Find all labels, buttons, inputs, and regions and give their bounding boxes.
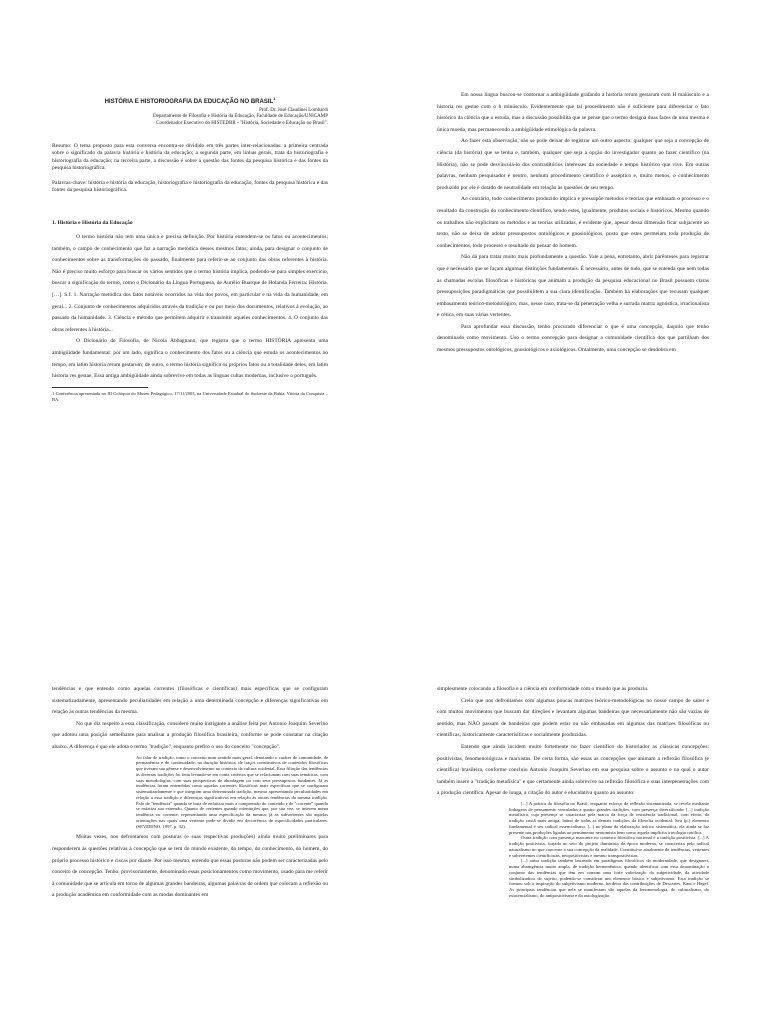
- paragraph: Creio que nos defrontamos com algumas poucas matrizes teórico-metodológicas no nosso campo de saber e com muitos movimentos que buscam dar direções e levantam algumas bandeiras que necessariamente não são vazias de sentido, mas NÃO passam de bandeiras que podem estar ou não embasadas em algumas das matrizes filosóficas ou científicas, historicamente caracterísiticas e socialmente produzidas.: [437, 697, 709, 739]
- page-2: [0, 512, 768, 1024]
- paragraph: Ao fazer esta observação, não se pode deixar de registrar um outro aspecto: qualquer que seja a concepção de ciência (da história) que se tenha e, também, qualquer que seja a opção do investigador quanto ao fazer científico (na História), não se pode desvinculá-lo dos contraditórios interesses da sociedade e tempo histórico que vive. Em outras palavras, nenhum pesquisador é neutro, nenhum procedimento científico é asséptico e, muito menos, o conhecimento produzido por ele é dotado de neutralidade em relação às questões de seu tempo.: [437, 138, 709, 191]
- page-2-right-column: [437, 684, 709, 902]
- author-name: Prof. Dr. José Claudinei Lombardi: [259, 108, 328, 113]
- footnote: 1 Conferência apresentada no III Colóquio do Museu Pedagógico, 17/11/2003, na Universidade Estadual do Sudoeste da Bahia, Vitória da Conquista – BA.: [52, 390, 328, 402]
- paragraph: No que diz respeito a essa classificação, considero muito instigante a análise feita por Antonio Joaquim Severino que adotou uma posição semelhante para analisar a produção filosófica brasileira, conforme se pode constatar na citação abaixo. A diferença é que ele adota o termo "tradição", enquanto prefiro o uso do conceito "concepção".: [52, 720, 328, 750]
- keywords: Palavras-chave: história e história da educação, historiografia e historiografia da educação, fontes da pesquisa histórica e das fontes da pesquisa historiográfica.: [52, 180, 328, 194]
- paragraph: simplesmente colocando a filosofia e a ciência em conformidade com o mundo que as produziu.: [437, 686, 649, 692]
- author-affiliation: Departamento de Filosofia e História da Educação, Faculdade de Educação/UNICAMP: [153, 114, 328, 120]
- block-quote: Ao falar de tradição, tomo o conceito num sentido mais geral, denotando o caráter de comunidade, de permanência e de continuidade, na duração histórica, de traços constitutivos de conteúdos filosóficos que tiveram sua gênese e desenvolvimento no contexto da cultura ocidental. Essa filiação das tendências às diversas tradições foi feita levando-se em conta critérios que se relacionam com suas temáticas, com suas metodologias, com suas perspectivas de abordagem ou com seus pressupostos fundantes. Já as tendências foram entendidas como aquelas correntes filosóficas mais específicas que se configuram sistematizadamente e que integram uma determinada tradição, mesmo apresentando peculiaridades em relação a essa tradição e diferenças significativas em relação às outras tendências da mesma tradição. Falo de "tendência" quando se trata de enfatizar mais a comprensão do conteúdo e de "corrente" quando se enfatiza sua extensão. Quanto de vertentes quando orientações que, por sua vez, se inserem numa tendência ou corrente, representando uma especificação da mesma; já as subvertentes são aquelas orientações nas quais uma vertente pode-se dividir em decorrência de especificidades particulares. (SEVERINO, 1997, p. 32).: [136, 754, 328, 829]
- paragraph: O Dicionário de Filosofia, de Nicola Abbagnano, que registra que o termo HISTÓRIA apresenta uma ambigüidade fundamental: por um lado, significa o conhecimento dos fatos ou a ciência que estuda os acontecimentos no tempo, em latim historia rerum gestarum; de outro, o termo história significa os próprios fatos ou a totalidade deles, em latim historia res gestae. Essa antiga ambigüidade ainda sobrevive em todas as línguas cultas modernas, inclusive o português.: [52, 338, 328, 380]
- footnote-divider: [52, 387, 148, 388]
- abstract: Resumo: O tema proposto para esta conversa encontra-se dividido em três partes inter-relacionadas: a primeira centrada sobre o significado da palavra história e história da educação; a segunda parte, em linhas gerais, trata da historiografia e historiografia da educação; na terceira parte, a discussão é sobre a questão das fontes da pesquisa histórica e das fontes da pesquisa historiográfica.: [52, 143, 328, 171]
- block-quote: [509, 801, 709, 899]
- section-heading: 1. História e História da Educação: [52, 220, 133, 227]
- author-block: [52, 108, 328, 127]
- page-2-left-column: [52, 684, 328, 902]
- paragraph: Em nossa língua buscou-se contornar a ambigüidade grafando a historia rerum gestarum com H maiúsculo e a historia res gestae com o h minúsculo. Evidentemente que tal procedimento não é suficiente para diferenciar o fato histórico da ciência que o estuda, mas a discussão possibilita que se pense que o termo designa duas faces de uma mesma e única moeda, mas permanecendo a ambigüidade etimológica da palavra.: [437, 92, 709, 133]
- paragraph: O termo história não tem uma única e precisa definição. Por história entendem-se os fatos ou acontecimentos; também, o campo de conhecimento que faz a narração metódica desses mesmos fatos; ainda, para designar o conjunto de conhecimentos sobre as transformações do passado, finalmente para referir-se ao conjunto das obras referentes à história. Não é preciso muito esforço para buscar os vários sentidos que o termo história implica, podendo-se para simples exercício, buscar a significação do termo, como o Dicionário da Língua Portuguesa, de Aurélio Buarque de Holanda Ferreira: História. […]. S.f. 1. Narração metódica dos fatos notáveis ocorridos na vida dos povos, em particular e na vida da humanidade, em geral... 2. Conjunto de conhecimentos adquiridos através da tradição e ou por meio dos documentos, relativos à evolução, ao passado da humanidade. 3. Ciência e método que permitem adquirir e transmitir aqueles conhecimentos. 4. O conjunto das obras referentes à história...: [52, 234, 328, 333]
- page-1-left-column: [52, 90, 328, 403]
- paragraph: Para aprofundar essa discussão, tenho procurado diferenciar o que é uma concepção, daquilo que tenho denominado como movimento. Uso o termo concepção para designar a comunidade científica dos que partilham dos mesmos pressupostos ontológicos, gnosiológicos e axiológicos. Ontalmente, uma concepção se desdobra em: [437, 323, 709, 354]
- paragraph: Não dá para tratar muito mais profundamente a questão. Vale a pena, entretanto, abrir parênteses para registrar que é necessário que se façam algumas distinções fundamentais. É necessário, antes de tudo, que se entenda que nem todas as chamadas escolas filosóficas e históricas que animam a produção da pesquisa educacional no Brasil possuem claras pressuposições paradigmáticas que possibilitem a sua clara identificação. Também há elaborações que recusam qualquer embasamento teórico-metodológico, mas, nesse caso, trata-se da penetração velha e surrada matriz agnóstica, irracionalista e cética, em suas várias vertentes.: [437, 254, 709, 319]
- page-1-right-column: [437, 90, 709, 357]
- title-footnote-marker: 1: [273, 96, 276, 101]
- paragraph: Entendo que ainda incidem muito fortemente no fazer científico do historiador as clássicas concepções: positivistas, fenomenológicas e marxistas. De certa forma, são essas as concepções que animam a reflexão filosófica (e científica) brasileira, conforme concluiu Antonio Joaquim Severino em sua pesquisa sobre o assunto e na qual o autor também insere a "tradição metafísica" e que certamente ainda sobrevive na reflexão filosófica e suas interpenetrações com a produção científica. Apesar de longa, a citação do autor é elucidativa quanto ao assunto:: [437, 743, 709, 797]
- quote-paragraph: Outra tradição com presença marcante no contexto filosófico nacional é a tradição positivista. [...] A tradição positivista, forjada no seio do projeto iluminista da época moderna, se caracteriza pelo radical naturalismo no que concerne a sua concepção da realidade. Constitui-se atualmente de tendências, vertentes e subvertentes cientificistas, neopositivistas e mesmo transpositivistas.: [509, 835, 709, 858]
- paragraph: tendências e que entendo como aquelas correntes (filosóficas e científicas) mais específicas que se configuram sistematizadamente, apresentando peculiaridades em relação a uma determinada concepção e diferenças significativas em relação às outras tendências da mesma.: [52, 686, 328, 716]
- article-title: HISTÓRIA E HISTORIOGRAFIA DA EDUCAÇÃO NO BRASIL$^1$: [104, 96, 276, 105]
- quote-paragraph: [...] A prática da filosofia no Brasil, enquanto esforço de reflexão sistematizada, se revela mediante linhagens de pensamento vinculadas a quatro grandes tradições, com presença diversificada: [...] tradição metafísica, cuja presença se caracteriza pela marca da força de resistência tradicional, com efeito, da tradição cristã mais antiga, latino de todas as demais tradições da filosofia ocidental. Seu (p.) elemento fundamental é seu radical essencialismo. [...] no plano da elaboração teórico sistemática, ela ainda se faz presente nas produções ligadas ao pensamento neotomista bem como aquela implícita à teologia católica.: [509, 800, 709, 835]
- author-role: Coordenador Executivo do HISTEDBR - "História, Sociedade e Educação no Brasil".: [156, 120, 328, 126]
- paragraph: Muitas vezes, nos defrontamos com posturas (e suas respectivas produções) ainda muito preliminares para responderem às questões relativas à concepção que se tem do mundo existente, do tempo, do conhecimento, do homem, do próprio processo histórico e ciscas por diante. Por isso mesmo, entendo que essas posturas não podem ser caracterizadas pelo conceito de concepção. Tenho, provisoriamente, denominado essas posicionamentos como movimento, usado para me referir à comunidade que se articula em torno de algumas grandes bandeiras, algumas palavras de ordem que colocam a reflexão ou a produção acadêmica em conformidade com as modas dominantes em: [52, 834, 328, 899]
- paragraph: Ao contrário, todo conhecimento produzido implica e pressupõe métodos e teorias que embasam o processo e o resultado da construção do conhecimento científico, sendo estes, igualmente, produtos sociais e históricos. Mesmo quando os trabalhos não explicitam os métodos e as teorias utilizadas, é evidente que, apesar dessa dimensão ficar subjacente ao texto, não se deixa de adotar pressupostos ontológicos e gnosiológicos, posto que estes permeiam toda produção de conhecimentos, todo processo e resultado do pensar do homem.: [437, 196, 709, 249]
- quote-paragraph: [...] outra tradição também lastreada em paradigmas filosóficos da modernidade, que designarei, numa abrangência muito ampla, de tradição hermenêutica, quando identificar com essa denominação o conjunto das tendências que têm em comum uma forte valorização da subjetividade, da atividade simbolizadora do sujeito, podendo-se considerar um elemento básico e subjetivismo. Esta tradição se formou sob a inspiração do subjetivismo moderno, herdeira das contribuições de Descartes, Kant e Hegel. As principais tendências que nela se manifestam são aquelas da fenomenologia, do culturalismo, do existencialismo, do antipositivismo e da axiologização.: [509, 858, 709, 898]
